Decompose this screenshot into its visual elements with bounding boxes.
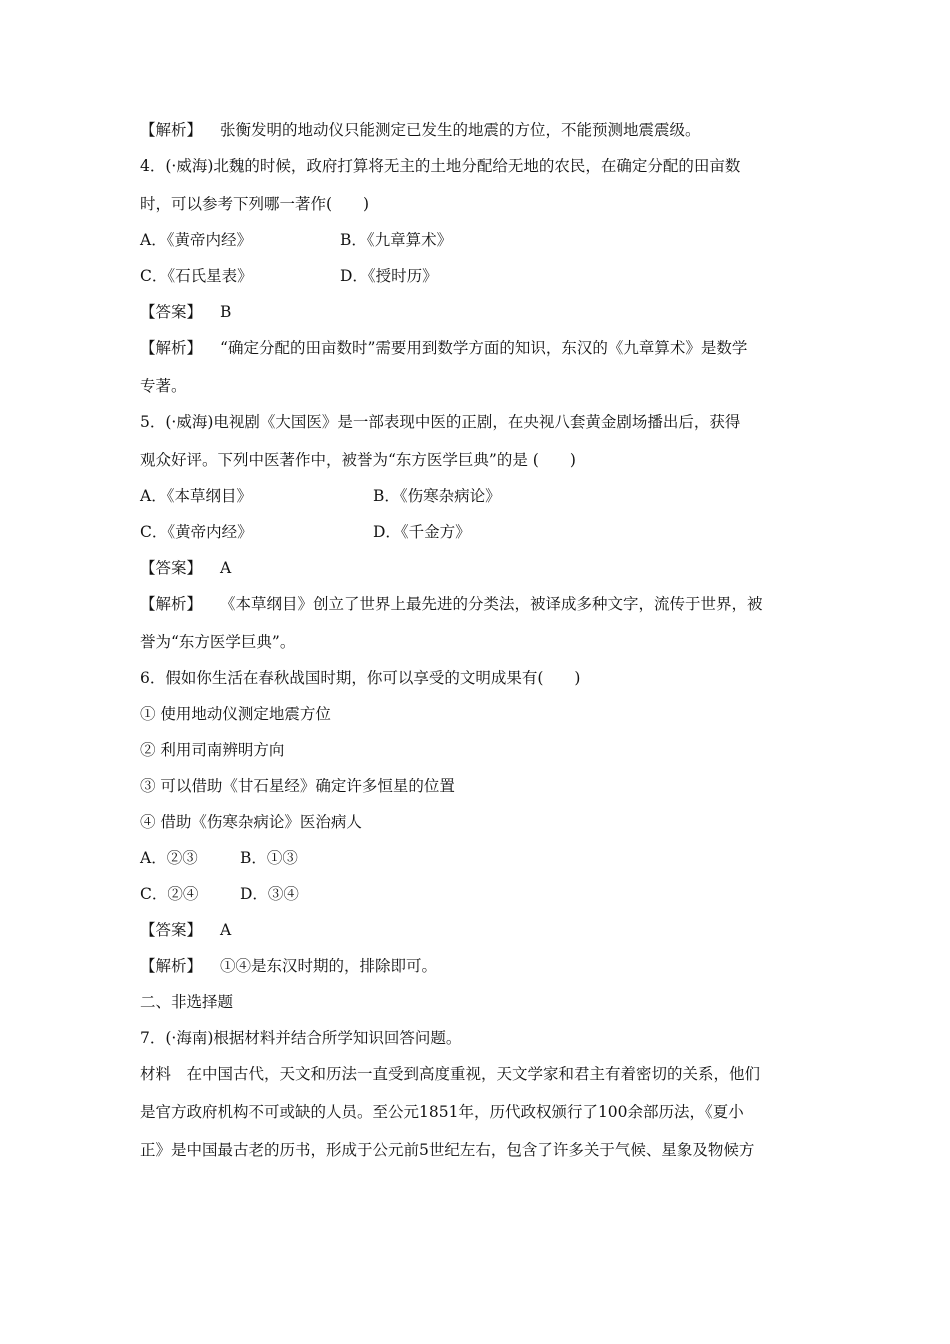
answer-tag: 【答案】: [140, 303, 203, 321]
q6-stem: 6．假如你生活在春秋战国时期，你可以享受的文明成果有( ): [140, 669, 581, 687]
q5-answer: [140, 558, 812, 578]
q5-analysis-line2: 誉为“东方医学巨典”。: [140, 633, 296, 651]
answer-value: A: [220, 559, 232, 577]
q6-answer: [140, 920, 812, 940]
q6-item-3: ③ 可以借助《甘石星经》确定许多恒星的位置: [140, 777, 455, 795]
section-title: 二、非选择题: [140, 993, 234, 1011]
q4-stem-line2: 时，可以参考下列哪一著作( ): [140, 195, 370, 213]
analysis-tag: 【解析】: [140, 121, 203, 139]
q5-option-c: C．《黄帝内经》: [140, 523, 253, 541]
q5-stem-line2: 观众好评。下列中医著作中，被誉为“东方医学巨典”的是 ( ): [140, 451, 576, 469]
q7-stem: 7．(·海南)根据材料并结合所学知识回答问题。: [140, 1029, 462, 1047]
q6-option-c: C．②④: [140, 885, 199, 903]
answer-tag: 【答案】: [140, 921, 203, 939]
q6-options-row1: [140, 848, 812, 868]
q4-answer: [140, 302, 812, 322]
q6-option-a: A．②③: [140, 849, 198, 867]
analysis-text: 《本草纲目》创立了世界上最先进的分类法，被译成多种文字，流传于世界，被: [220, 595, 763, 613]
q5-option-a: A．《本草纲目》: [140, 487, 252, 505]
q4-analysis-line2: 专著。: [140, 377, 187, 395]
q5-option-b: B．《伤寒杂病论》: [373, 487, 501, 505]
q5-options-row1: [140, 486, 812, 506]
answer-tag: 【答案】: [140, 559, 203, 577]
q7-material-line2: 是官方政府机构不可或缺的人员。至公元1851年，历代政权颁行了100余部历法，《夏小: [140, 1103, 744, 1121]
answer-value: A: [220, 921, 232, 939]
q5-option-d: D．《千金方》: [373, 523, 471, 541]
q6-item-4: ④ 借助《伤寒杂病论》医治病人: [140, 813, 362, 831]
q5-stem-line1: 5．(·威海)电视剧《大国医》是一部表现中医的正剧，在央视八套黄金剧场播出后，获得: [140, 413, 741, 431]
q4-option-a: A．《黄帝内经》: [140, 231, 252, 249]
analysis-text: “确定分配的田亩数时”需要用到数学方面的知识，东汉的《九章算术》是数学: [220, 339, 748, 357]
q3-analysis: [140, 120, 812, 140]
analysis-text: 张衡发明的地动仪只能测定已发生的地震的方位，不能预测地震震级。: [220, 121, 701, 139]
analysis-text: ①④是东汉时期的，排除即可。: [220, 957, 438, 975]
q4-options-row1: [140, 230, 812, 250]
document-page: [140, 120, 812, 1160]
answer-value: B: [220, 303, 232, 321]
analysis-tag: 【解析】: [140, 339, 203, 357]
q6-option-d: D．③④: [240, 885, 299, 903]
q5-options-row2: [140, 522, 812, 542]
q4-option-b: B．《九章算术》: [340, 231, 453, 249]
q5-analysis-line1: [140, 594, 812, 614]
q4-option-c: C．《石氏星表》: [140, 267, 253, 285]
q6-item-2: ② 利用司南辨明方向: [140, 741, 285, 759]
q4-analysis-line1: [140, 338, 812, 358]
q4-option-d: D．《授时历》: [340, 267, 438, 285]
q4-stem-line1: 4．(·威海)北魏的时候，政府打算将无主的土地分配给无地的农民，在确定分配的田亩数: [140, 157, 741, 175]
q4-options-row2: [140, 266, 812, 286]
q6-analysis: [140, 956, 812, 976]
analysis-tag: 【解析】: [140, 595, 203, 613]
q6-option-b: B．①③: [240, 849, 298, 867]
q6-item-1: ① 使用地动仪测定地震方位: [140, 705, 331, 723]
q6-options-row2: [140, 884, 812, 904]
q7-material-line3: 正》是中国最古老的历书，形成于公元前5世纪左右，包含了许多关于气候、星象及物候方: [140, 1141, 755, 1159]
analysis-tag: 【解析】: [140, 957, 203, 975]
q7-material-line1: 材料 在中国古代，天文和历法一直受到高度重视，天文学家和君主有着密切的关系，他们: [140, 1065, 761, 1083]
